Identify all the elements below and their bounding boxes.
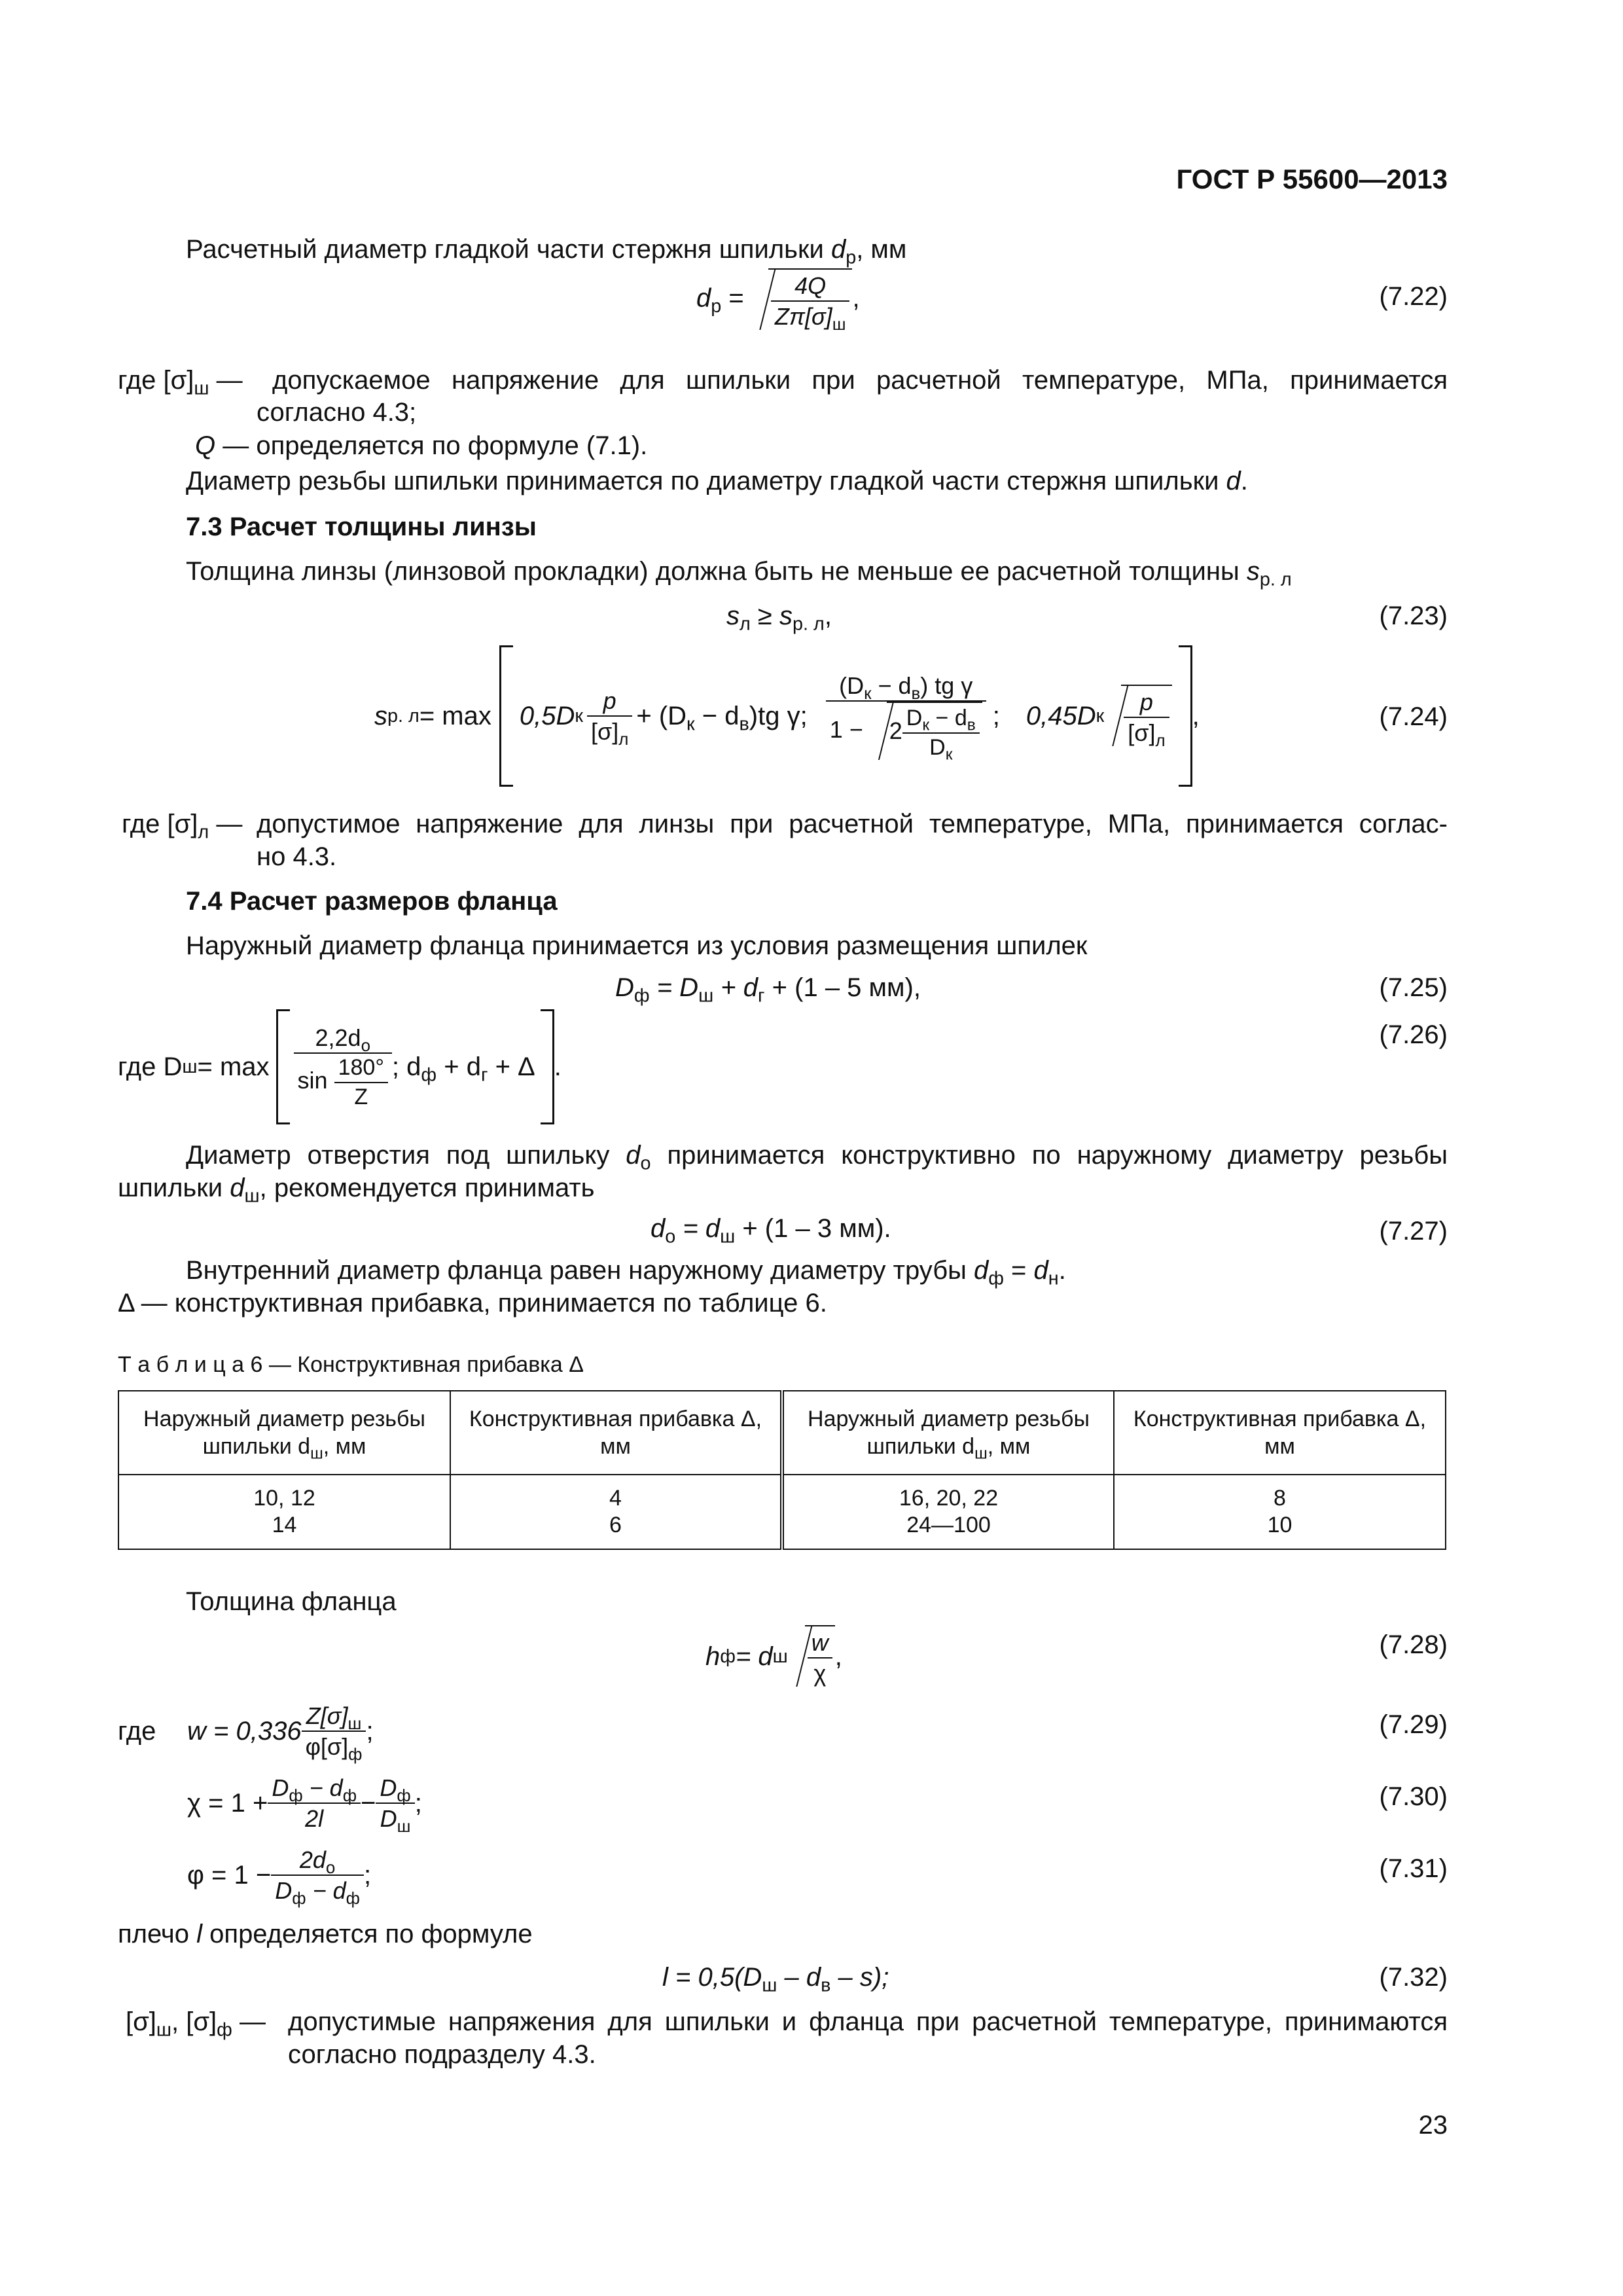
paragraph-flange-thickness: Толщина фланца: [186, 1587, 397, 1616]
equation-number: (7.30): [1379, 1782, 1448, 1811]
table-caption: Т а б л и ц а 6 — Конструктивная прибавка Δ: [118, 1352, 584, 1377]
bracket-left: [276, 1009, 290, 1124]
formula-7-24: s р. л = max 0,5D к $\frac{p}{[\sigma]_л}$ + $(D_к - d_в)tg$ γ; $(D_к - d_в)$ tg γ 1 − 2 $\frac{D_к - d_в}{D_к}$ ; 0,45D к $\frac{p}{[\sigma]_л}$ ,: [374, 644, 1200, 788]
bracket-left: [499, 645, 513, 787]
paragraph-hole-diameter-cont: шпильки $d_ш$, рекомендуется принимать: [118, 1174, 595, 1207]
standard-header: ГОСТ Р 55600—2013: [1176, 164, 1448, 194]
section-title-7-4: 7.4 Расчет размеров фланца: [186, 887, 558, 916]
formula-7-29: где w = 0,336 $\frac{Z[\sigma]_ш}{\varphi[\sigma]_ф}$ ;: [118, 1702, 374, 1764]
table-cell: 16, 20, 22 24—100: [782, 1475, 1114, 1549]
section-title-7-3: 7.3 Расчет толщины линзы: [186, 512, 537, 541]
paragraph-hole-diameter: Диаметр отверстия под шпильку $d_о$ принимается конструктивно по наружному диаметру резьбы: [186, 1141, 1448, 1174]
table-cell: 8 10: [1114, 1475, 1446, 1549]
formula-7-23: $s_л \ge s_{р. л}$,: [726, 601, 832, 635]
table-row: [118, 1475, 1446, 1549]
table-6: [118, 1390, 1446, 1550]
paragraph-outer-diameter: Наружный диаметр фланца принимается из условия размещения шпилек: [186, 931, 1088, 960]
header-cell: Наружный диаметр резьбы шпильки $d_ш$, мм: [118, 1391, 450, 1475]
equation-number: (7.26): [1379, 1020, 1448, 1049]
header-cell: Конструктивная прибавка Δ, мм: [450, 1391, 782, 1475]
paragraph-arm: плечо l определяется по формуле: [118, 1920, 533, 1948]
table-cell: 4 6: [450, 1475, 782, 1549]
paragraph-inner-diameter: Внутренний диаметр фланца равен наружному диаметру трубы $d_ф = d_н$.: [186, 1256, 1066, 1289]
where-definition: допустимые напряжения для шпильки и фланца при расчетной температуре, принимаются: [288, 2007, 1448, 2036]
equation-number: (7.27): [1379, 1217, 1448, 1246]
equation-number: (7.28): [1379, 1630, 1448, 1659]
where-definition-cont: согласно 4.3;: [257, 398, 417, 427]
paragraph-lens-thickness: Толщина линзы (линзовой прокладки) должна быть не меньше ее расчетной толщины $s_{р. л}$: [186, 557, 1292, 590]
header-cell: Конструктивная прибавка Δ, мм: [1114, 1391, 1446, 1475]
formula-7-32: $l = 0,5(D_ш - d_в - s)$;: [662, 1963, 889, 1996]
where-label: где $[\sigma]_ш$ —: [118, 366, 243, 399]
equation-number: (7.32): [1379, 1963, 1448, 1992]
table-header-row: [118, 1391, 1446, 1475]
equation-number: (7.31): [1379, 1854, 1448, 1883]
table-cell: 10, 12 14: [118, 1475, 450, 1549]
formula-7-28: h ф = d ш $\frac{w}{\chi}$ ,: [705, 1621, 842, 1693]
page-number: 23: [1418, 2111, 1448, 2140]
formula-7-31: φ = 1 − $\frac{2d_о}{D_ф - d_ф}$ ;: [187, 1846, 372, 1908]
paragraph-allowance: Δ — конструктивная прибавка, принимается по таблице 6.: [118, 1289, 827, 1318]
where-definition-cont: но 4.3.: [257, 842, 337, 871]
formula-7-27: $d_о = d_ш + (1 - 3$ мм).: [651, 1214, 891, 1247]
bracket-right: [1179, 645, 1192, 787]
formula-7-25: $D_ф = D_ш + d_г + (1 - 5$ мм),: [615, 973, 921, 1007]
formula-7-22: $d_р$ = $\frac{4Q}{Z\pi[\sigma]_ш}$ ,: [696, 268, 860, 331]
formula-7-26: где D ш = max $2,2d_о$ sin $\frac{180^\circ}{Z}$ ; $d_ф + d_г + \Delta$ .: [118, 1008, 562, 1126]
where-q: Q — определяется по формуле (7.1).: [195, 431, 648, 460]
paragraph-thread-diameter: Диаметр резьбы шпильки принимается по диаметру гладкой части стержня шпильки d.: [186, 467, 1248, 495]
equation-number: (7.25): [1379, 973, 1448, 1002]
formula-7-30: χ = 1 + $\frac{D_ф - d_ф}{2l}$ − $\frac{D_ф}{D_ш}$ ;: [187, 1774, 422, 1836]
bracket-right: [541, 1009, 554, 1124]
where-label: $[\sigma]_ш$, $[\sigma]_ф$ —: [126, 2007, 266, 2041]
header-cell: Наружный диаметр резьбы шпильки $d_ш$, мм: [782, 1391, 1114, 1475]
where-definition: допустимое напряжение для линзы при расчетной температуре, МПа, принимается соглас-: [257, 810, 1448, 838]
where-definition-cont: согласно подразделу 4.3.: [288, 2040, 596, 2069]
where-label: где $[\sigma]_л$ —: [122, 810, 243, 843]
paragraph-design-diameter: Расчетный диаметр гладкой части стержня шпильки $d_р$, мм: [186, 235, 907, 268]
equation-number: (7.24): [1379, 702, 1448, 731]
equation-number: (7.23): [1379, 601, 1448, 630]
equation-number: (7.29): [1379, 1710, 1448, 1739]
where-definition: допускаемое напряжение для шпильки при расчетной температуре, МПа, принимается: [272, 366, 1448, 395]
equation-number: (7.22): [1379, 282, 1448, 311]
